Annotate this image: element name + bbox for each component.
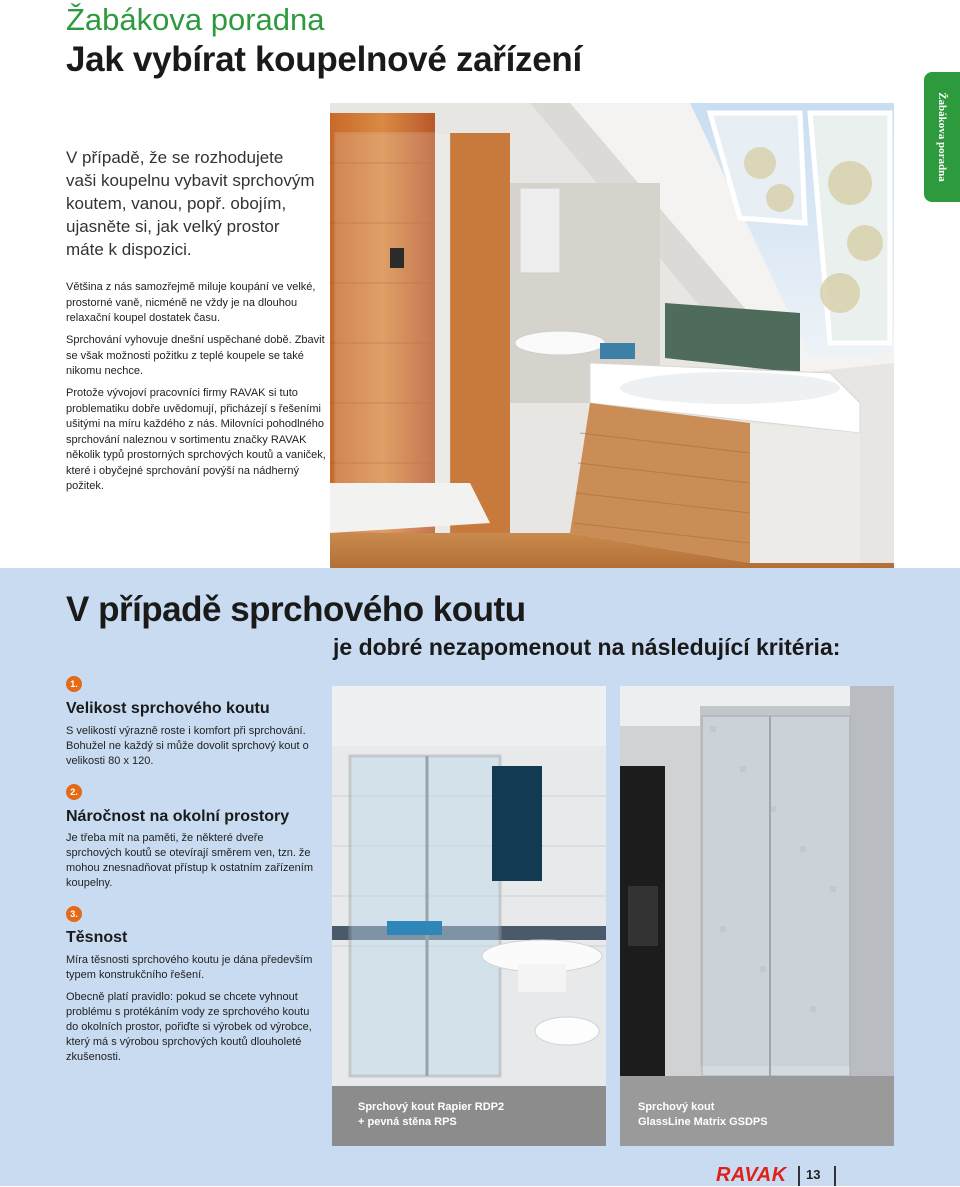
criterion-number-2: 2. <box>66 784 82 800</box>
criterion-text-3b: Obecně platí pravidlo: pokud se chcete vyhnout problému s protékáním vody ze sprchového koutu do okolních prostor, pořiďte si výrobek od výrobce, který má s výrobou sprchových koutů dlouholeté zkušenosti. <box>66 991 312 1063</box>
criterion-number-1: 1. <box>66 676 82 692</box>
criterion-text-1: S velikostí výrazně roste i komfort při sprchování. Bohužel ne každý si může dovolit sprchový kout o velikosti 80 x 120. <box>66 725 309 767</box>
side-tab[interactable] <box>924 72 960 202</box>
criterion-heading-1: Velikost sprchového koutu <box>66 700 270 717</box>
caption-left-line2: + pevná stěna RPS <box>358 1116 457 1128</box>
shower-rapier-illustration <box>332 686 606 1146</box>
caption-right-line2: GlassLine Matrix GSDPS <box>638 1116 768 1128</box>
section-kicker: Žabákova poradna <box>66 2 325 37</box>
intro-paragraph-2: Sprchování vyhovuje dnešní uspěchané době. Zbavit se však možnosti požitku z teplé koupele se také nikomu nechce. <box>66 334 325 377</box>
caption-right-line1: Sprchový kout <box>638 1101 715 1113</box>
caption-left-line1: Sprchový kout Rapier RDP2 <box>358 1101 505 1113</box>
bathroom-illustration <box>330 103 894 569</box>
shower-glassline-illustration <box>620 686 894 1146</box>
criterion-text-3: Míra těsnosti sprchového koutu je dána především typem konstrukčního řešení. <box>66 954 313 981</box>
section-title: V případě sprchového koutu <box>66 590 526 629</box>
shower-photo-right <box>620 686 894 1146</box>
criterion-text-2: Je třeba mít na paměti, že některé dveře sprchových koutů se otevírají směrem ven, tzn. že mohou znesnadňovat přístup k ostatním zařízením koupelny. <box>66 832 314 889</box>
intro-lead: V případě, že se rozhodujete vaši koupelnu vybavit sprchovým koutem, vanou, popř. obojím, ujasněte si, jak velký prostor máte k dispozici. <box>66 148 315 259</box>
side-tab-label: Žabákova poradna <box>936 92 948 182</box>
criterion-number-3: 3. <box>66 906 82 922</box>
page-number: 13 <box>806 1167 821 1182</box>
criterion-heading-2: Náročnost na okolní prostory <box>66 808 290 825</box>
shower-photo-left <box>332 686 606 1146</box>
page-divider-right <box>834 1166 836 1186</box>
bathroom-photo <box>330 103 894 569</box>
page-title: Jak vybírat koupelnové zařízení <box>66 40 582 79</box>
intro-paragraph-1: Většina z nás samozřejmě miluje koupání ve velké, prostorné vaně, nicméně ne vždy je na dlouhou relaxační koupel dostatek času. <box>66 281 316 324</box>
criterion-heading-3: Těsnost <box>66 929 128 946</box>
caption-left <box>358 1100 504 1130</box>
intro-paragraph-3: Protože vývojoví pracovníci firmy RAVAK si tuto problematiku dobře uvědomují, přicházejí s řešeními ušitými na míru každého z nás. Milovníci pohodlného sprchování naleznou v sortimentu značky RAVAK několik typů prostorných sprchových koutů a vaniček, které i obyčejné sprchování povýší na nádherný požitek. <box>66 387 326 492</box>
caption-right <box>638 1100 768 1130</box>
section-subtitle: je dobré nezapomenout na následující kritéria: <box>333 634 841 660</box>
ravak-logo[interactable]: RAVAK <box>716 1164 787 1186</box>
page-divider-left <box>798 1166 800 1186</box>
